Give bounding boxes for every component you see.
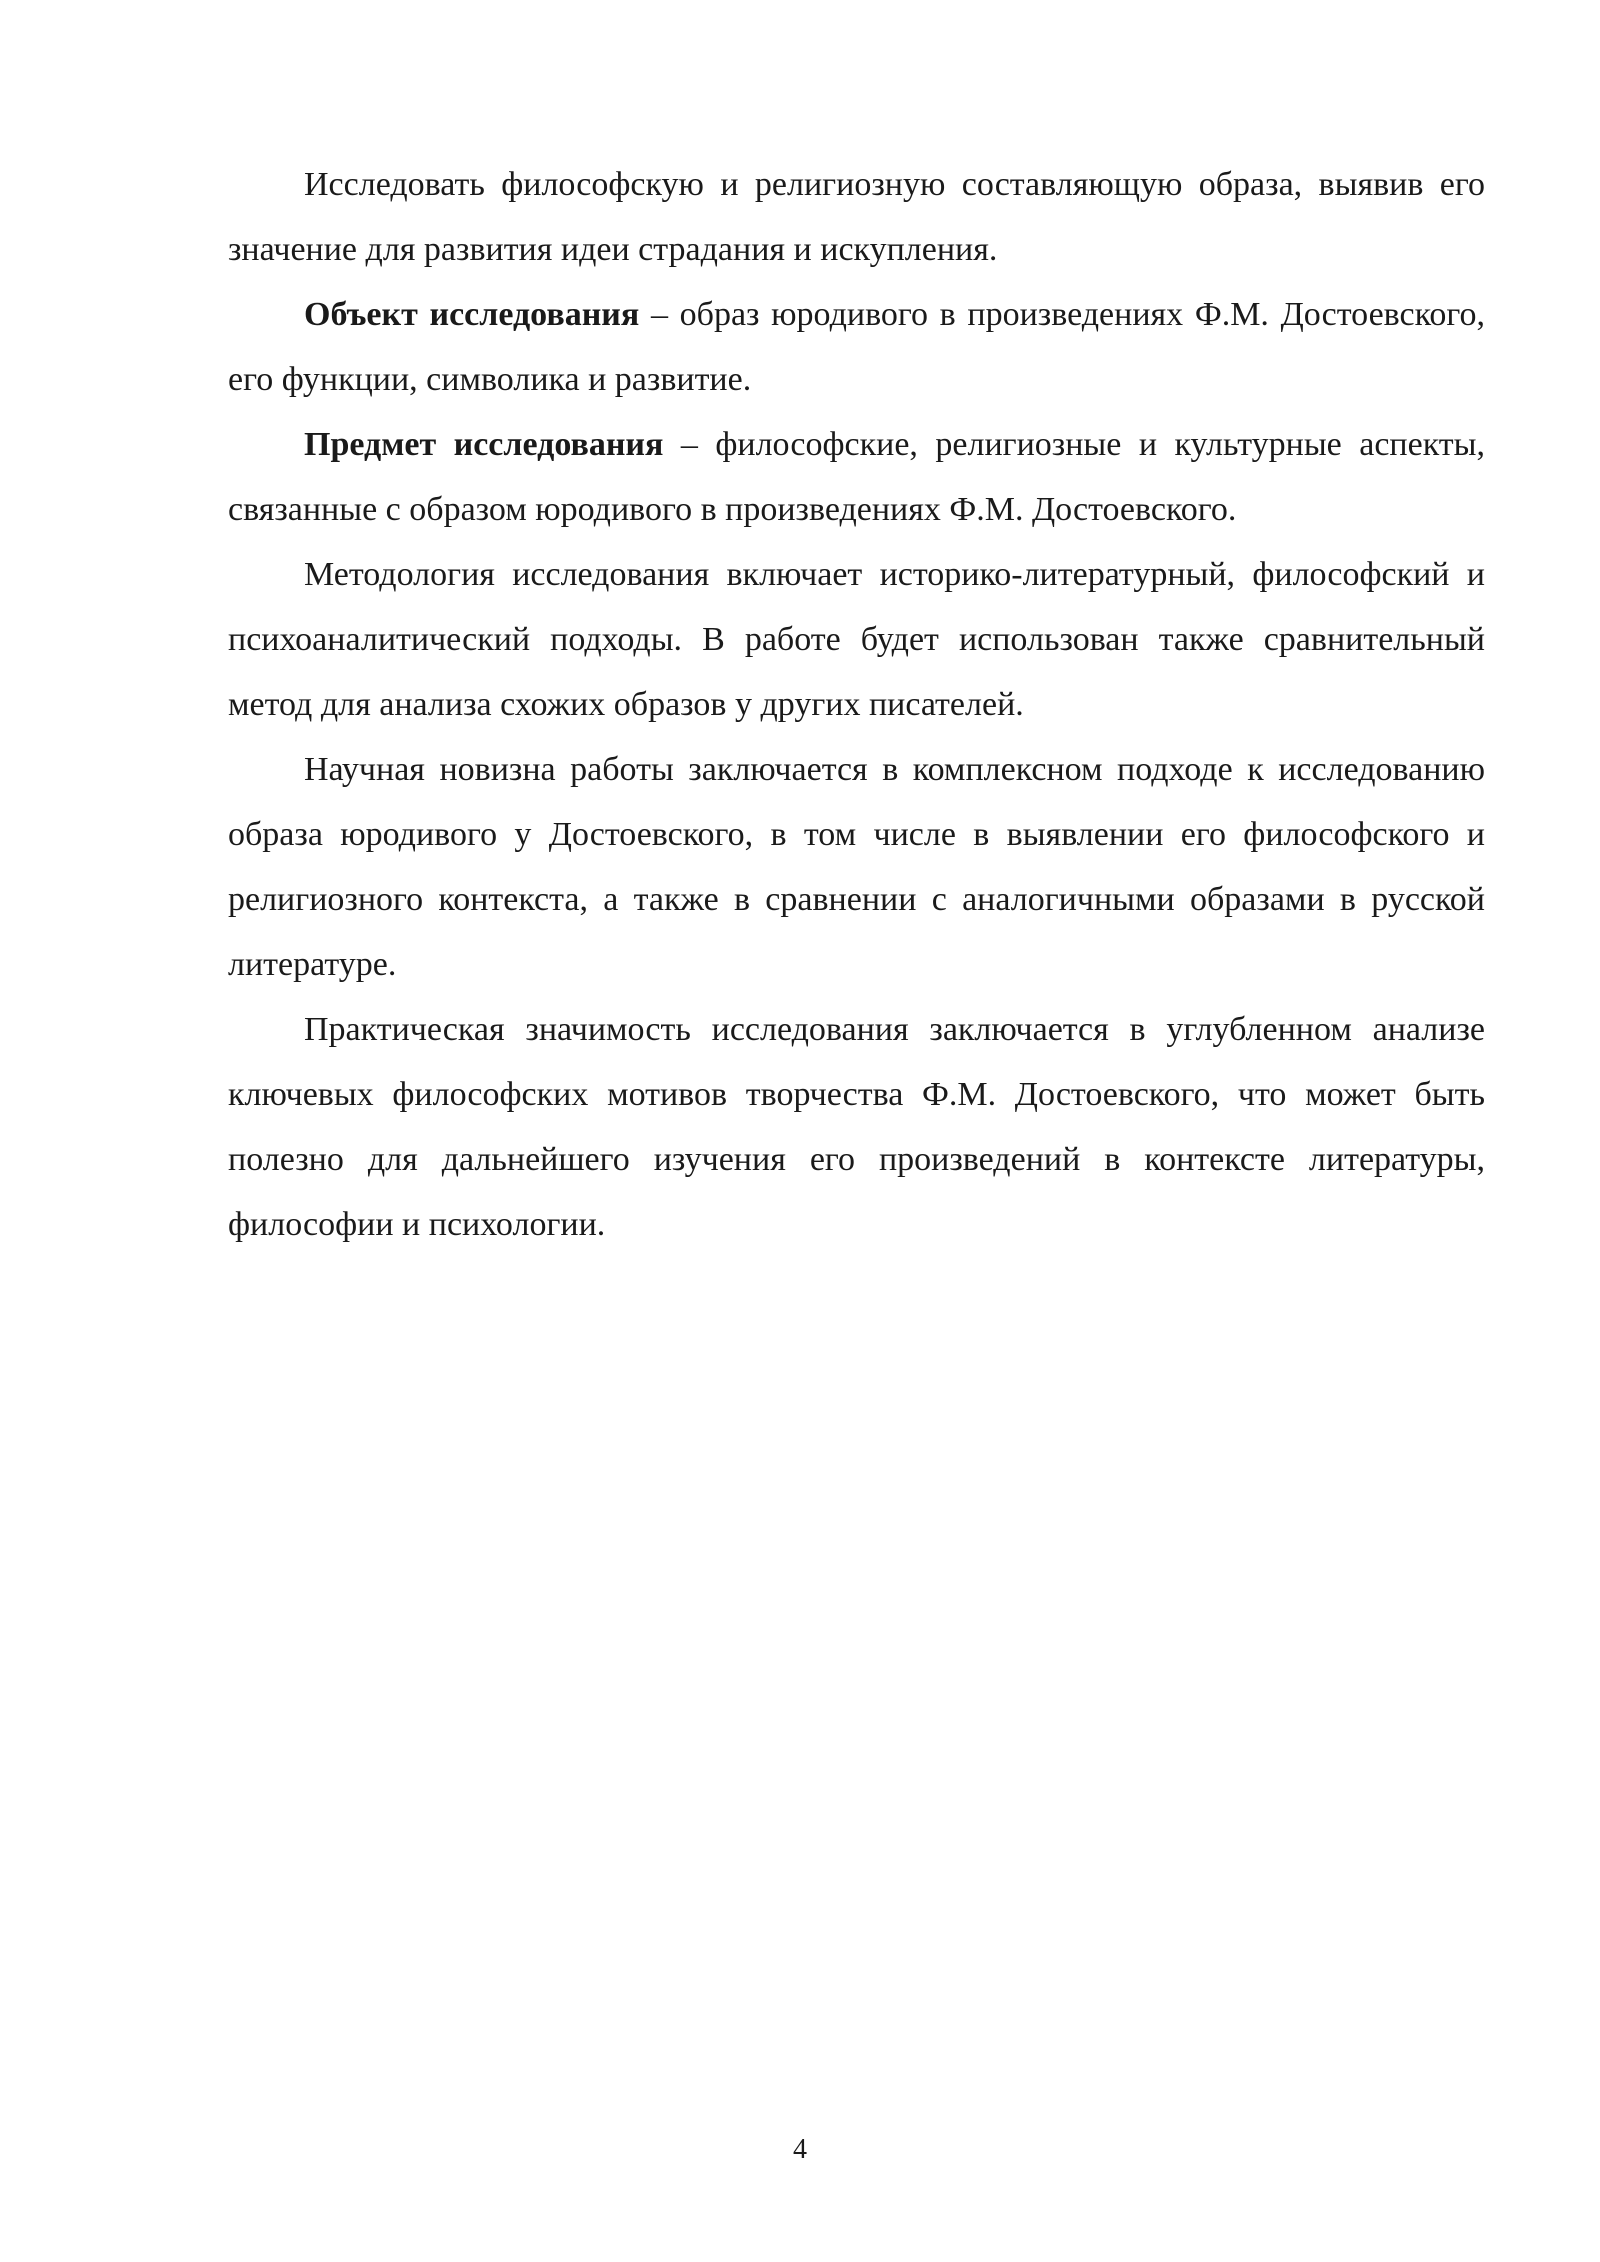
paragraph-goal: [228, 152, 1485, 282]
paragraph-text: – образ юродивого в произведениях Ф.М. Достоевского, его функции, символика и развитие.: [228, 296, 1486, 398]
page-number: 4: [793, 2134, 807, 2165]
paragraph-text: Методология исследования включает историко-литературный, философский и психоаналитический подходы. В работе будет использован также сравнительный метод для анализа схожих образов у других писателей.: [228, 556, 1485, 723]
paragraph-subject: [228, 412, 1485, 542]
paragraph-novelty: [228, 737, 1485, 997]
paragraph-text: Исследовать философскую и религиозную составляющую образа, выявив его значение для развития идеи страдания и искупления.: [228, 166, 1485, 268]
paragraph-lead: Предмет исследования: [304, 426, 664, 463]
paragraph-text: Практическая значимость исследования заключается в углубленном анализе ключевых философских мотивов творчества Ф.М. Достоевского, что может быть полезно для дальнейшего изучения его произведений в контексте литературы, философии и психологии.: [228, 1011, 1485, 1243]
paragraph-lead: Объект исследования: [304, 296, 640, 333]
paragraph-methodology: [228, 542, 1485, 737]
paragraph-text: Научная новизна работы заключается в комплексном подходе к исследованию образа юродивого у Достоевского, в том числе в выявлении его философского и религиозного контекста, а также в сравнении с аналогичными образами в русской литературе.: [228, 751, 1485, 983]
document-body: [228, 152, 1485, 1257]
paragraph-text: – философские, религиозные и культурные аспекты, связанные с образом юродивого в произведениях Ф.М. Достоевского.: [228, 426, 1485, 528]
paragraph-significance: [228, 997, 1485, 1257]
paragraph-object: [228, 282, 1485, 412]
